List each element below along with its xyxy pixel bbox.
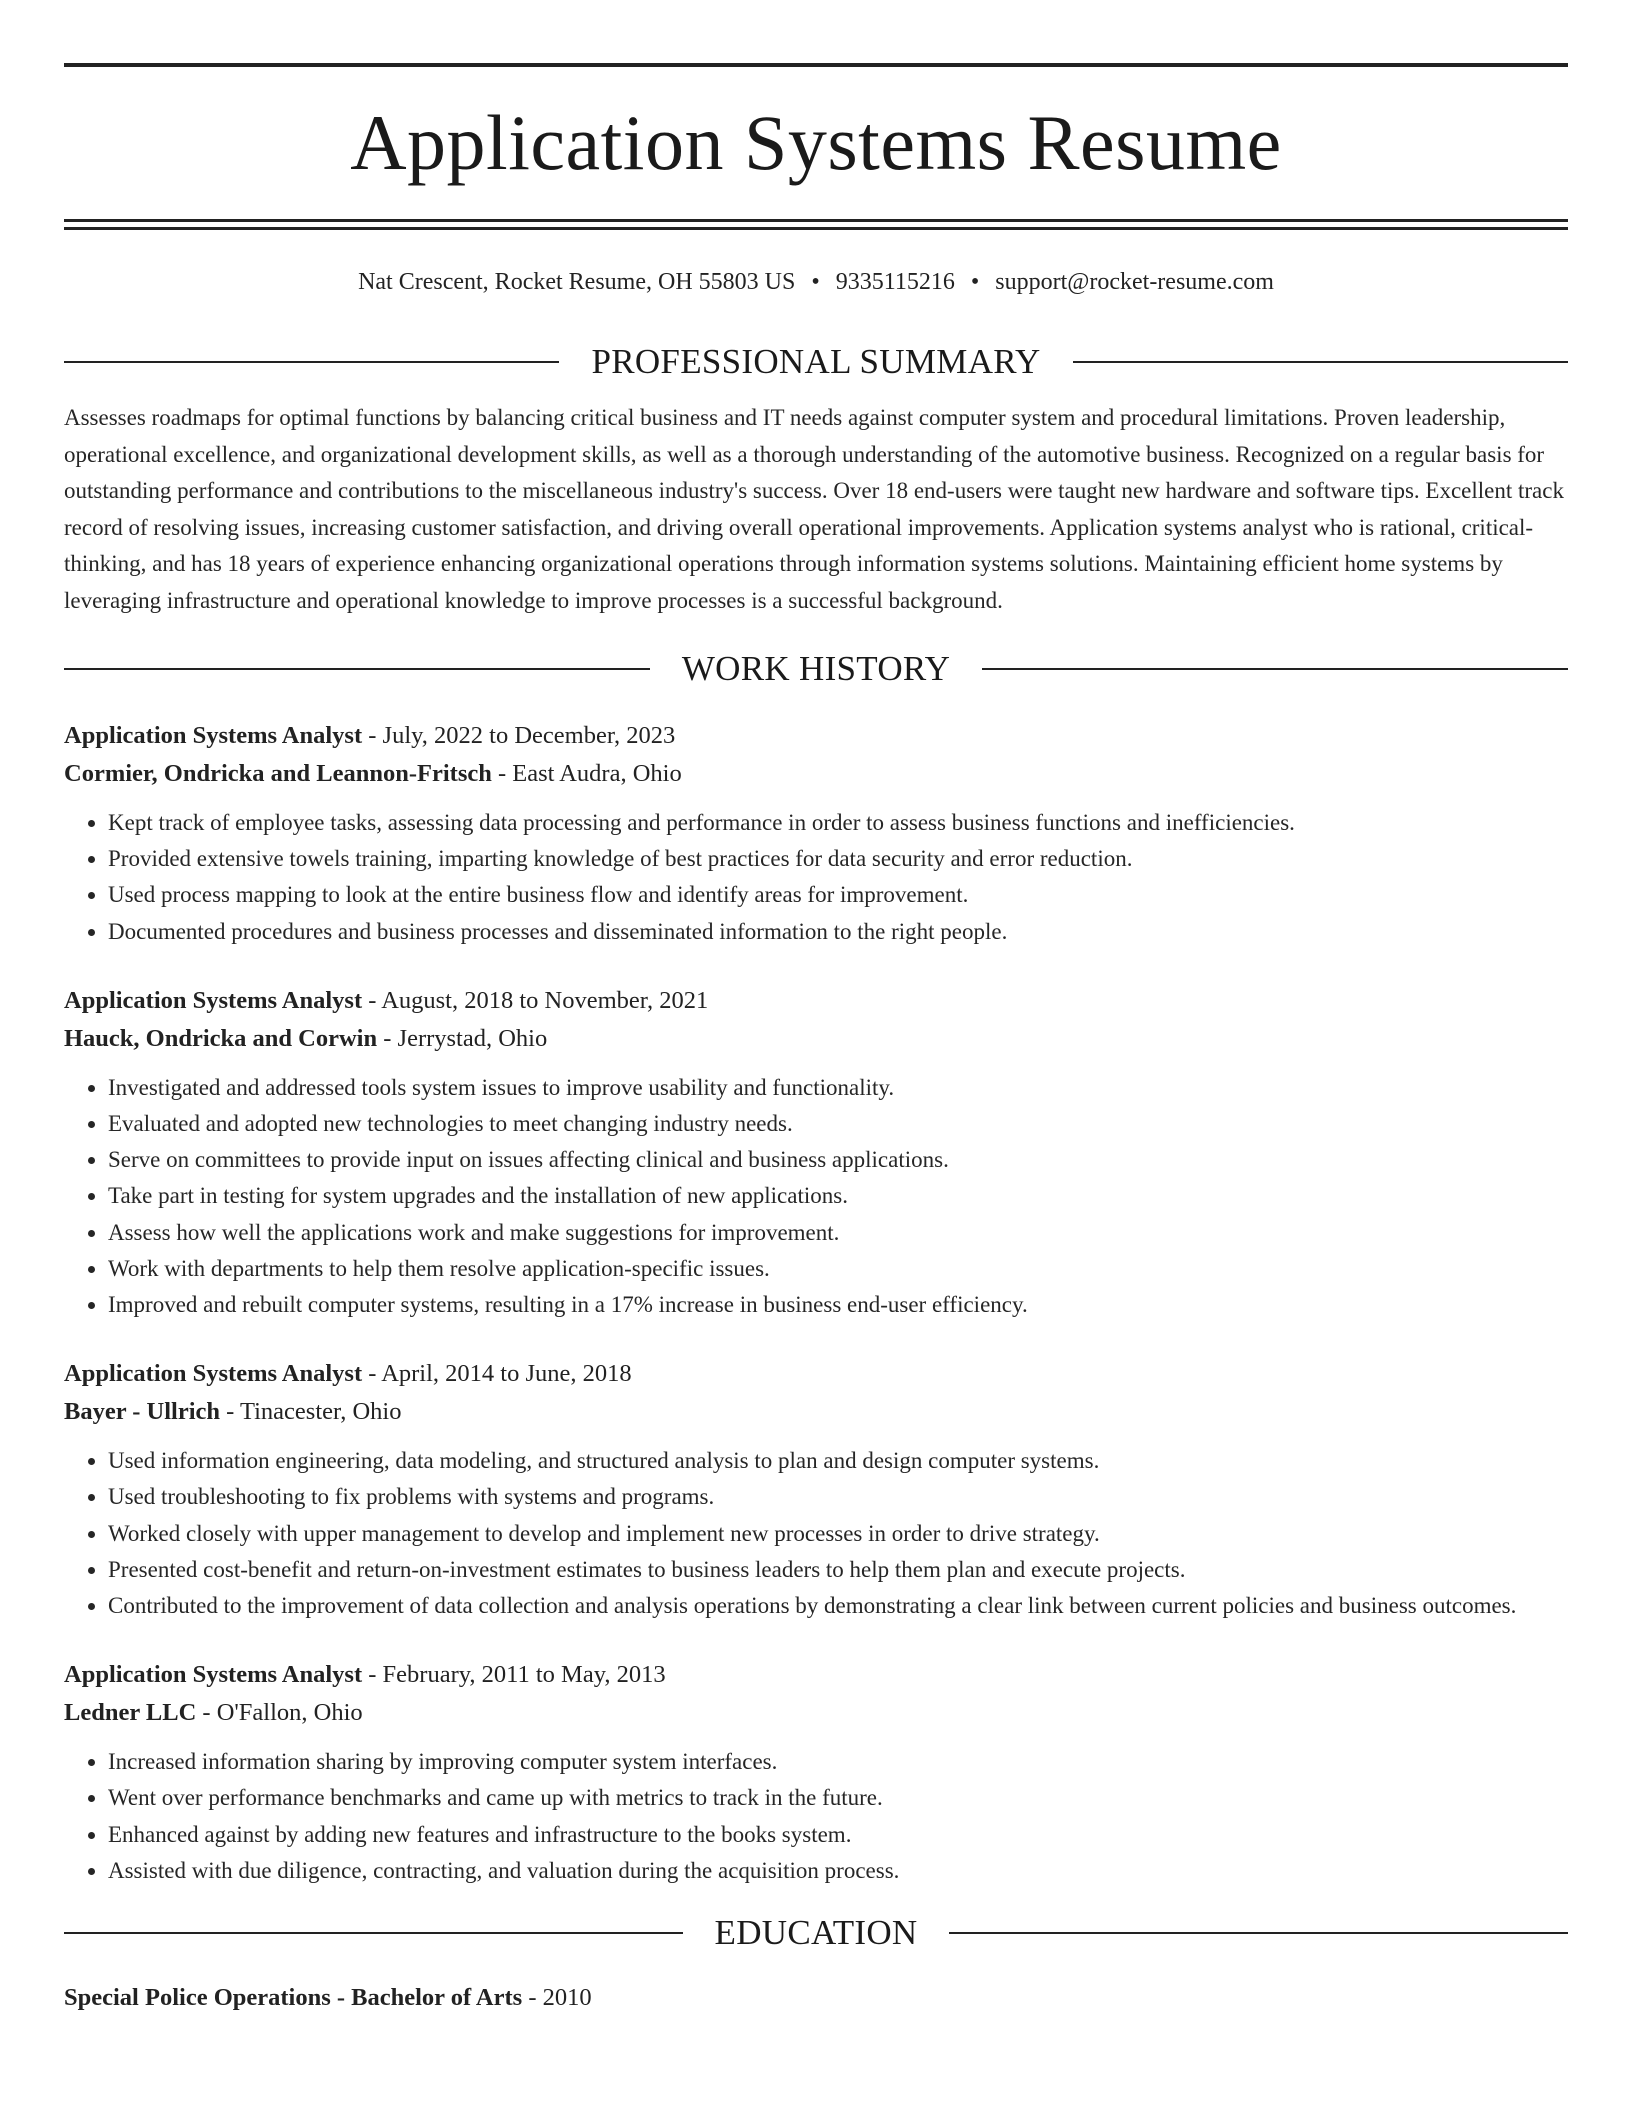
education-year: - 2010 (522, 1984, 592, 2012)
job-title: Application Systems Analyst (64, 722, 363, 749)
job-bullet: • Provided extensive towels training, imparting knowledge of best practices for data security and error reduction. (108, 841, 1568, 877)
job-entry (64, 1656, 1568, 1889)
job-entry (64, 717, 1568, 950)
job-company-line (64, 1020, 1568, 1058)
summary-heading: PROFESSIONAL SUMMARY (591, 342, 1041, 381)
education-entry (64, 1979, 1568, 2017)
job-title-line (64, 1656, 1568, 1694)
top-rule (64, 63, 1568, 67)
job-bullet: • Work with departments to help them resolve application-specific issues. (108, 1251, 1568, 1287)
job-company: Ledner LLC (64, 1699, 197, 1727)
summary-section-heading (64, 342, 1568, 382)
job-company-line (64, 1393, 1568, 1431)
job-company: Cormier, Ondricka and Leannon-Fritsch (64, 760, 492, 787)
heading-rule-right (982, 668, 1568, 670)
job-bullet: • Improved and rebuilt computer systems, resulting in a 17% increase in business end-user efficiency. (108, 1287, 1568, 1323)
job-title: Application Systems Analyst (64, 1661, 363, 1689)
job-entry (64, 1355, 1568, 1624)
heading-rule-left (64, 668, 650, 670)
job-bullets (64, 1744, 1568, 1889)
title-double-rule (64, 219, 1568, 230)
job-dates: - July, 2022 to December, 2023 (362, 722, 676, 749)
education-section-heading (64, 1913, 1568, 1953)
job-company: Hauck, Ondricka and Corwin (64, 1024, 378, 1052)
job-bullets (64, 805, 1568, 950)
job-bullet: • Investigated and addressed tools system issues to improve usability and functionality. (108, 1070, 1568, 1106)
education-degree: Special Police Operations - Bachelor of Arts (64, 1984, 523, 2012)
contact-separator: • (970, 269, 980, 295)
heading-rule-right (949, 1932, 1568, 1934)
job-bullet: • Went over performance benchmarks and came up with metrics to track in the future. (108, 1780, 1568, 1816)
job-bullet: • Documented procedures and business processes and disseminated information to the right people. (108, 914, 1568, 950)
job-location: - O'Fallon, Ohio (196, 1699, 363, 1727)
job-company-line (64, 755, 1568, 793)
summary-text: Assesses roadmaps for optimal functions by balancing critical business and IT needs against computer system and procedural limitations. Proven leadership, operational excellence, and organizational development skills, as well as a thorough understanding of the automotive business. Recognized on a regular basis for outstanding performance and contributions to the miscellaneous industry's success. Over 18 end-users were taught new hardware and software tips. Excellent track record of resolving issues, increasing customer satisfaction, and driving overall operational improvements. Application systems analyst who is rational, critical-thinking, and has 18 years of experience enhancing organizational operations through information systems solutions. Maintaining efficient home systems by leveraging infrastructure and operational knowledge to improve processes is a successful background. (64, 405, 1564, 613)
job-dates: - August, 2018 to November, 2021 (362, 986, 709, 1014)
work-heading: WORK HISTORY (681, 649, 951, 688)
job-title-line (64, 982, 1568, 1020)
job-bullet: • Used information engineering, data modeling, and structured analysis to plan and design computer systems. (108, 1443, 1568, 1479)
job-location: - East Audra, Ohio (491, 760, 682, 787)
heading-rule-right (1073, 361, 1568, 363)
job-title-line (64, 1355, 1568, 1393)
job-bullets (64, 1070, 1568, 1323)
job-location: - Tinacester, Ohio (220, 1398, 402, 1426)
job-location: - Jerrystad, Ohio (377, 1024, 548, 1052)
job-bullet: • Take part in testing for system upgrades and the installation of new applications. (108, 1178, 1568, 1214)
job-title: Application Systems Analyst (64, 1360, 363, 1388)
job-title: Application Systems Analyst (64, 986, 363, 1014)
job-entry (64, 982, 1568, 1323)
resume-page (64, 0, 1568, 2017)
contact-separator: • (811, 269, 820, 295)
job-bullet: • Worked closely with upper management to develop and implement new processes in order to drive strategy. (108, 1516, 1568, 1552)
job-bullet: • Contributed to the improvement of data collection and analysis operations by demonstrating a clear link between current policies and business outcomes. (108, 1588, 1568, 1624)
job-bullet: • Used troubleshooting to fix problems with systems and programs. (108, 1479, 1568, 1515)
heading-rule-left (64, 1932, 683, 1934)
job-bullet: • Serve on committees to provide input on issues affecting clinical and business applications. (108, 1142, 1568, 1178)
job-bullet: • Assisted with due diligence, contracting, and valuation during the acquisition process. (108, 1853, 1568, 1889)
job-company: Bayer - Ullrich (64, 1398, 221, 1426)
job-dates: - February, 2011 to May, 2013 (362, 1661, 666, 1689)
job-bullet: • Used process mapping to look at the entire business flow and identify areas for improvement. (108, 877, 1568, 913)
job-bullet: • Increased information sharing by improving computer system interfaces. (108, 1744, 1568, 1780)
education-heading: EDUCATION (714, 1913, 918, 1953)
contact-address: Nat Crescent, Rocket Resume, OH 55803 US (358, 269, 796, 295)
job-company-line (64, 1694, 1568, 1732)
work-section-heading (64, 649, 1568, 689)
contact-phone: 9335115216 (835, 269, 955, 295)
job-bullet: • Enhanced against by adding new features and infrastructure to the books system. (108, 1817, 1568, 1853)
job-bullet: • Assess how well the applications work and make suggestions for improvement. (108, 1215, 1568, 1251)
contact-email: support@rocket-resume.com (995, 269, 1274, 295)
job-bullet: • Evaluated and adopted new technologies to meet changing industry needs. (108, 1106, 1568, 1142)
job-title-line (64, 717, 1568, 755)
page-title: Application Systems Resume (350, 99, 1282, 186)
job-bullet: • Kept track of employee tasks, assessing data processing and performance in order to assess business functions and inefficiencies. (108, 805, 1568, 841)
job-dates: - April, 2014 to June, 2018 (362, 1360, 632, 1388)
heading-rule-left (64, 361, 559, 363)
contact-line (64, 266, 1568, 298)
job-bullet: • Presented cost-benefit and return-on-investment estimates to business leaders to help them plan and execute projects. (108, 1552, 1568, 1588)
job-bullets (64, 1443, 1568, 1624)
